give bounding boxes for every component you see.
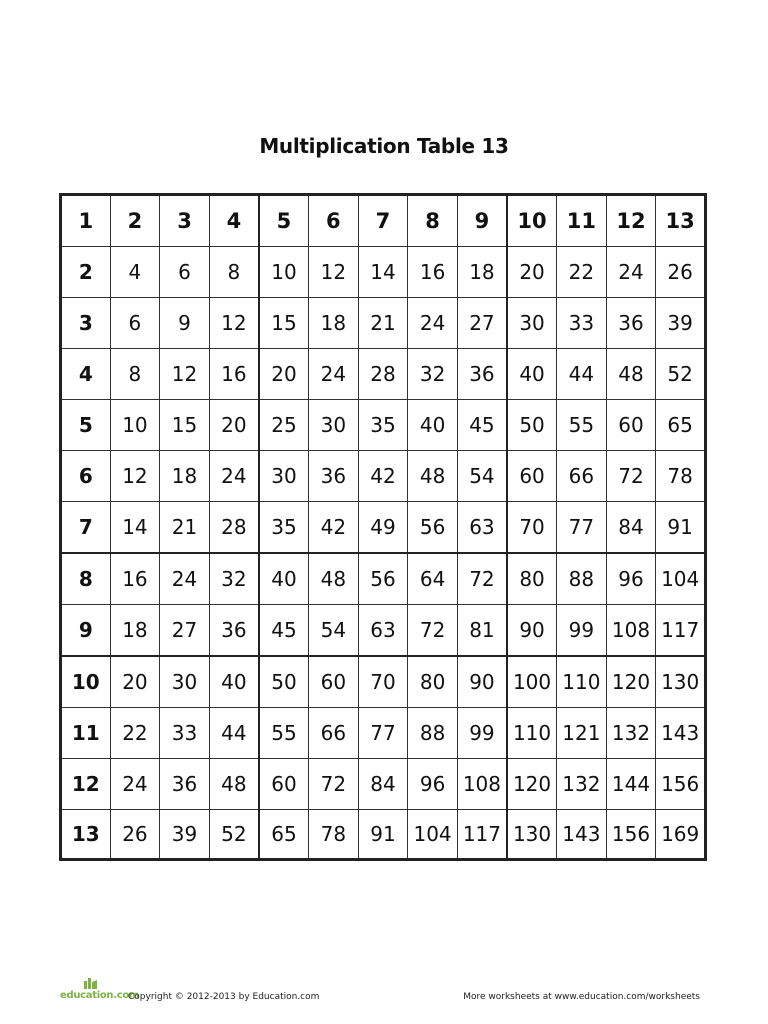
table-cell: 56 bbox=[408, 502, 458, 554]
table-row bbox=[61, 553, 706, 605]
column-header-cell: 10 bbox=[507, 195, 557, 247]
table-cell: 28 bbox=[358, 349, 408, 400]
table-cell: 60 bbox=[606, 400, 656, 451]
column-header-cell: 8 bbox=[408, 195, 458, 247]
table-cell: 72 bbox=[606, 451, 656, 502]
row-header-cell: 6 bbox=[61, 451, 111, 502]
table-cell: 12 bbox=[110, 451, 160, 502]
table-row bbox=[61, 810, 706, 860]
table-cell: 48 bbox=[209, 759, 259, 810]
page-title: Multiplication Table 13 bbox=[259, 134, 509, 158]
table-cell: 27 bbox=[160, 605, 210, 657]
row-header-cell: 11 bbox=[61, 708, 111, 759]
education-logo-icon bbox=[82, 976, 98, 990]
table-cell: 36 bbox=[606, 298, 656, 349]
table-cell: 52 bbox=[656, 349, 706, 400]
table-cell: 55 bbox=[557, 400, 607, 451]
table-cell: 55 bbox=[259, 708, 309, 759]
table-cell: 80 bbox=[408, 656, 458, 708]
table-cell: 120 bbox=[606, 656, 656, 708]
table-cell: 14 bbox=[358, 247, 408, 298]
table-cell: 54 bbox=[309, 605, 359, 657]
table-cell: 65 bbox=[259, 810, 309, 860]
column-header-cell: 12 bbox=[606, 195, 656, 247]
table-cell: 25 bbox=[259, 400, 309, 451]
table-cell: 117 bbox=[457, 810, 507, 860]
table-cell: 40 bbox=[209, 656, 259, 708]
table-cell: 49 bbox=[358, 502, 408, 554]
table-cell: 64 bbox=[408, 553, 458, 605]
table-cell: 30 bbox=[160, 656, 210, 708]
table-cell: 10 bbox=[259, 247, 309, 298]
row-header-cell: 9 bbox=[61, 605, 111, 657]
table-row bbox=[61, 298, 706, 349]
footer bbox=[0, 976, 768, 1006]
table-cell: 143 bbox=[656, 708, 706, 759]
table-cell: 24 bbox=[209, 451, 259, 502]
education-logo[interactable] bbox=[60, 976, 140, 1006]
table-cell: 18 bbox=[457, 247, 507, 298]
table-cell: 130 bbox=[507, 810, 557, 860]
table-cell: 72 bbox=[408, 605, 458, 657]
multiplication-table bbox=[59, 193, 707, 861]
row-header-cell: 3 bbox=[61, 298, 111, 349]
table-cell: 26 bbox=[110, 810, 160, 860]
table-cell: 121 bbox=[557, 708, 607, 759]
table-cell: 18 bbox=[110, 605, 160, 657]
table-cell: 20 bbox=[110, 656, 160, 708]
table-cell: 130 bbox=[656, 656, 706, 708]
table-cell: 84 bbox=[358, 759, 408, 810]
table-cell: 48 bbox=[309, 553, 359, 605]
table-cell: 16 bbox=[209, 349, 259, 400]
table-cell: 90 bbox=[507, 605, 557, 657]
table-cell: 42 bbox=[358, 451, 408, 502]
table-cell: 156 bbox=[656, 759, 706, 810]
column-header-cell: 13 bbox=[656, 195, 706, 247]
table-cell: 110 bbox=[557, 656, 607, 708]
table-cell: 36 bbox=[457, 349, 507, 400]
table-cell: 32 bbox=[209, 553, 259, 605]
table-cell: 32 bbox=[408, 349, 458, 400]
table-cell: 44 bbox=[209, 708, 259, 759]
table-cell: 48 bbox=[408, 451, 458, 502]
table-row bbox=[61, 502, 706, 554]
table-cell: 60 bbox=[259, 759, 309, 810]
table-row bbox=[61, 656, 706, 708]
table-cell: 88 bbox=[408, 708, 458, 759]
table-cell: 24 bbox=[408, 298, 458, 349]
table-cell: 81 bbox=[457, 605, 507, 657]
table-cell: 40 bbox=[259, 553, 309, 605]
table-cell: 72 bbox=[457, 553, 507, 605]
table-cell: 8 bbox=[209, 247, 259, 298]
table-cell: 15 bbox=[259, 298, 309, 349]
column-header-cell: 4 bbox=[209, 195, 259, 247]
table-cell: 40 bbox=[408, 400, 458, 451]
table-cell: 20 bbox=[259, 349, 309, 400]
row-header-cell: 12 bbox=[61, 759, 111, 810]
table-cell: 117 bbox=[656, 605, 706, 657]
table-cell: 33 bbox=[557, 298, 607, 349]
table-cell: 12 bbox=[160, 349, 210, 400]
table-cell: 52 bbox=[209, 810, 259, 860]
table-cell: 6 bbox=[160, 247, 210, 298]
table-cell: 20 bbox=[209, 400, 259, 451]
table-cell: 60 bbox=[507, 451, 557, 502]
table-cell: 22 bbox=[110, 708, 160, 759]
table-cell: 24 bbox=[110, 759, 160, 810]
table-cell: 132 bbox=[557, 759, 607, 810]
row-header-cell: 2 bbox=[61, 247, 111, 298]
table-cell: 39 bbox=[160, 810, 210, 860]
table-cell: 78 bbox=[309, 810, 359, 860]
table-cell: 6 bbox=[110, 298, 160, 349]
table-cell: 28 bbox=[209, 502, 259, 554]
table-cell: 42 bbox=[309, 502, 359, 554]
table-row bbox=[61, 349, 706, 400]
row-header-cell: 13 bbox=[61, 810, 111, 860]
table-cell: 14 bbox=[110, 502, 160, 554]
table-cell: 36 bbox=[309, 451, 359, 502]
column-header-cell: 3 bbox=[160, 195, 210, 247]
table-cell: 26 bbox=[656, 247, 706, 298]
table-cell: 39 bbox=[656, 298, 706, 349]
table-row bbox=[61, 247, 706, 298]
table-cell: 24 bbox=[606, 247, 656, 298]
table-cell: 70 bbox=[358, 656, 408, 708]
table-cell: 50 bbox=[507, 400, 557, 451]
table-cell: 56 bbox=[358, 553, 408, 605]
table-row bbox=[61, 605, 706, 657]
table-cell: 78 bbox=[656, 451, 706, 502]
row-header-cell: 5 bbox=[61, 400, 111, 451]
table-cell: 16 bbox=[408, 247, 458, 298]
row-header-cell: 4 bbox=[61, 349, 111, 400]
table-cell: 4 bbox=[110, 247, 160, 298]
table-row bbox=[61, 708, 706, 759]
table-cell: 35 bbox=[259, 502, 309, 554]
copyright-text: Copyright © 2012-2013 by Education.com bbox=[128, 992, 320, 1002]
table-cell: 80 bbox=[507, 553, 557, 605]
table-cell: 60 bbox=[309, 656, 359, 708]
row-header-cell: 10 bbox=[61, 656, 111, 708]
column-header-cell: 2 bbox=[110, 195, 160, 247]
table-cell: 96 bbox=[606, 553, 656, 605]
table-cell: 91 bbox=[656, 502, 706, 554]
table-cell: 100 bbox=[507, 656, 557, 708]
more-worksheets-link[interactable]: More worksheets at www.education.com/worksheets bbox=[463, 992, 700, 1002]
table-cell: 30 bbox=[309, 400, 359, 451]
column-header-cell: 7 bbox=[358, 195, 408, 247]
table-cell: 63 bbox=[457, 502, 507, 554]
table-cell: 169 bbox=[656, 810, 706, 860]
table-cell: 48 bbox=[606, 349, 656, 400]
table-cell: 33 bbox=[160, 708, 210, 759]
table-cell: 144 bbox=[606, 759, 656, 810]
table-cell: 156 bbox=[606, 810, 656, 860]
column-header-cell: 9 bbox=[457, 195, 507, 247]
table-cell: 40 bbox=[507, 349, 557, 400]
table-cell: 18 bbox=[309, 298, 359, 349]
table-cell: 8 bbox=[110, 349, 160, 400]
table-cell: 104 bbox=[408, 810, 458, 860]
column-header-cell: 11 bbox=[557, 195, 607, 247]
row-header-cell: 8 bbox=[61, 553, 111, 605]
table-row bbox=[61, 759, 706, 810]
table-cell: 108 bbox=[457, 759, 507, 810]
table-cell: 18 bbox=[160, 451, 210, 502]
table-cell: 96 bbox=[408, 759, 458, 810]
table-cell: 10 bbox=[110, 400, 160, 451]
column-header-cell: 1 bbox=[61, 195, 111, 247]
table-cell: 65 bbox=[656, 400, 706, 451]
table-cell: 12 bbox=[209, 298, 259, 349]
table-cell: 108 bbox=[606, 605, 656, 657]
table-cell: 72 bbox=[309, 759, 359, 810]
table-cell: 15 bbox=[160, 400, 210, 451]
table-cell: 63 bbox=[358, 605, 408, 657]
table-cell: 120 bbox=[507, 759, 557, 810]
table-cell: 110 bbox=[507, 708, 557, 759]
table-cell: 24 bbox=[160, 553, 210, 605]
table-cell: 91 bbox=[358, 810, 408, 860]
table-cell: 88 bbox=[557, 553, 607, 605]
table-cell: 30 bbox=[507, 298, 557, 349]
table-cell: 27 bbox=[457, 298, 507, 349]
row-header-cell: 7 bbox=[61, 502, 111, 554]
column-header-cell: 5 bbox=[259, 195, 309, 247]
table-cell: 77 bbox=[358, 708, 408, 759]
table-cell: 132 bbox=[606, 708, 656, 759]
table-cell: 45 bbox=[457, 400, 507, 451]
table-cell: 35 bbox=[358, 400, 408, 451]
column-header-cell: 6 bbox=[309, 195, 359, 247]
table-row bbox=[61, 400, 706, 451]
table-cell: 66 bbox=[309, 708, 359, 759]
table-cell: 99 bbox=[557, 605, 607, 657]
table-cell: 90 bbox=[457, 656, 507, 708]
table-cell: 70 bbox=[507, 502, 557, 554]
table-cell: 30 bbox=[259, 451, 309, 502]
table-cell: 21 bbox=[358, 298, 408, 349]
table-cell: 50 bbox=[259, 656, 309, 708]
table-cell: 22 bbox=[557, 247, 607, 298]
table-cell: 16 bbox=[110, 553, 160, 605]
table-row bbox=[61, 451, 706, 502]
table-header-row bbox=[61, 195, 706, 247]
table-cell: 20 bbox=[507, 247, 557, 298]
table-cell: 24 bbox=[309, 349, 359, 400]
table-cell: 21 bbox=[160, 502, 210, 554]
table-cell: 45 bbox=[259, 605, 309, 657]
table-cell: 12 bbox=[309, 247, 359, 298]
table-cell: 36 bbox=[160, 759, 210, 810]
table-cell: 66 bbox=[557, 451, 607, 502]
table-cell: 44 bbox=[557, 349, 607, 400]
table-cell: 99 bbox=[457, 708, 507, 759]
logo-text: education.com bbox=[60, 990, 140, 1001]
table-cell: 77 bbox=[557, 502, 607, 554]
table-cell: 54 bbox=[457, 451, 507, 502]
table-cell: 36 bbox=[209, 605, 259, 657]
table-cell: 84 bbox=[606, 502, 656, 554]
table-cell: 104 bbox=[656, 553, 706, 605]
table-cell: 9 bbox=[160, 298, 210, 349]
table-cell: 143 bbox=[557, 810, 607, 860]
